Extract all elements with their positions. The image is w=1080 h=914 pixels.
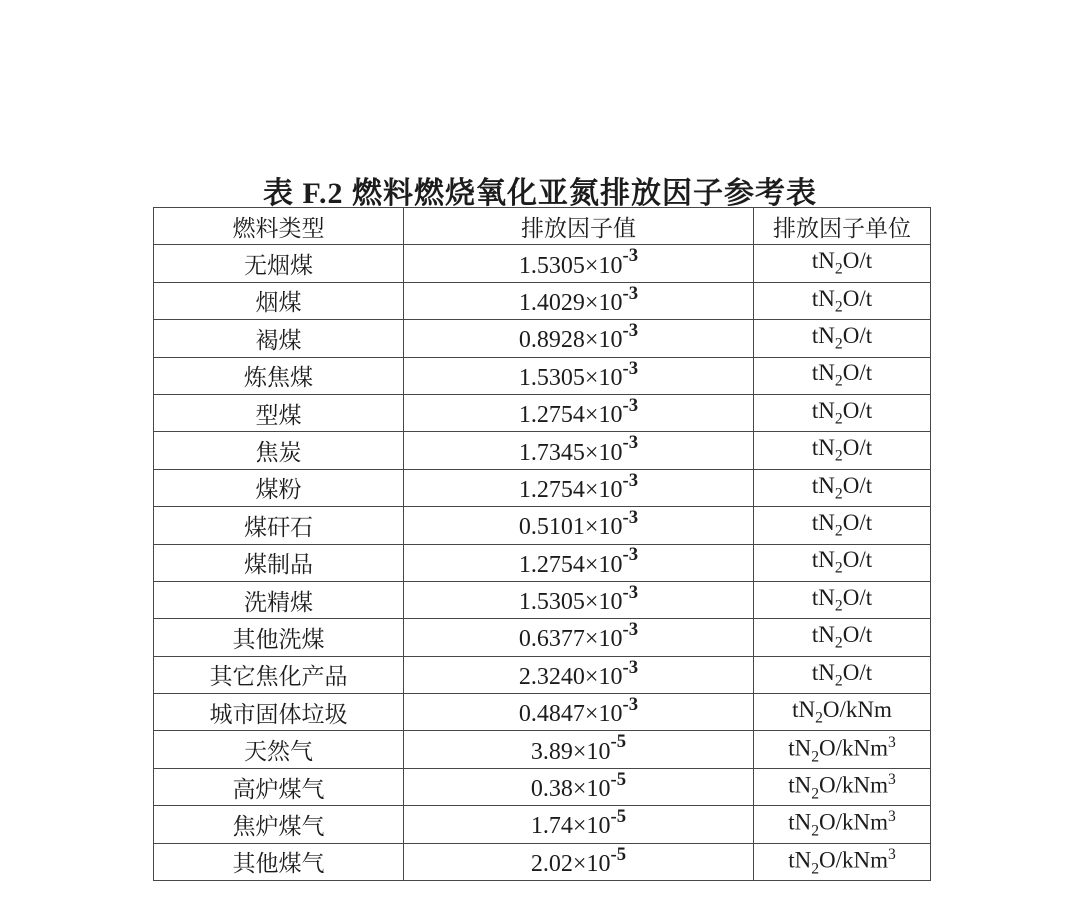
- emission-factor-unit-cell: $tN_2O/t$: [754, 656, 931, 693]
- fuel-type-cell: 天然气: [154, 731, 404, 768]
- fuel-type-cell: 烟煤: [154, 282, 404, 319]
- emission-factor-value-cell: $1.5305\times 10^{-3}$: [404, 357, 754, 394]
- table-row: [154, 806, 931, 843]
- value-exponent: -3: [622, 544, 639, 566]
- emission-factor-value-cell: $0.4847\times 10^{-3}$: [404, 694, 754, 731]
- fuel-type-cell: 褐煤: [154, 320, 404, 357]
- emission-factor-value-cell: $1.2754\times 10^{-3}$: [404, 544, 754, 581]
- value-exponent: -5: [610, 768, 627, 790]
- emission-factor-value-cell: $1.7345\times 10^{-3}$: [404, 432, 754, 469]
- emission-factor-unit-cell: $tN_2O/t$: [754, 432, 931, 469]
- value-exponent: -3: [622, 469, 639, 491]
- table-header-row: [154, 208, 931, 245]
- unit-subscript: 2: [834, 447, 843, 465]
- emission-factor-unit-cell: $tN_2O/t$: [754, 282, 931, 319]
- table-row: [154, 320, 931, 357]
- emission-factor-unit-cell: $tN_2O/kNm^3$: [754, 806, 931, 843]
- unit-subscript: 2: [811, 822, 819, 840]
- unit-subscript: 2: [811, 859, 819, 877]
- unit-subscript: 2: [834, 335, 843, 353]
- table-row: [154, 731, 931, 768]
- emission-factor-unit-cell: $tN_2O/t$: [754, 581, 931, 618]
- emission-factor-value-cell: $3.89\times 10^{-5}$: [404, 731, 754, 768]
- unit-subscript: 2: [834, 634, 843, 652]
- fuel-type-cell: 其它焦化产品: [154, 656, 404, 693]
- unit-subscript: 2: [834, 410, 843, 428]
- emission-factor-value-cell: $1.5305\times 10^{-3}$: [404, 581, 754, 618]
- fuel-type-cell: 煤制品: [154, 544, 404, 581]
- table-row: [154, 581, 931, 618]
- fuel-type-cell: 无烟煤: [154, 245, 404, 282]
- fuel-type-cell: 煤粉: [154, 469, 404, 506]
- table-row: [154, 432, 931, 469]
- emission-factor-unit-cell: $tN_2O/t$: [754, 320, 931, 357]
- unit-subscript: 2: [815, 709, 823, 727]
- emission-factor-unit-cell: $tN_2O/t$: [754, 245, 931, 282]
- unit-subscript: 2: [834, 672, 843, 690]
- table-row: [154, 544, 931, 581]
- table-row: [154, 694, 931, 731]
- value-exponent: -3: [622, 432, 639, 454]
- value-exponent: -3: [622, 320, 639, 342]
- value-exponent: -3: [622, 245, 639, 267]
- table-row: [154, 282, 931, 319]
- emission-factor-unit-cell: $tN_2O/t$: [754, 469, 931, 506]
- value-exponent: -3: [622, 581, 639, 603]
- table-row: [154, 394, 931, 431]
- table-title: 表 F.2 燃料燃烧氧化亚氮排放因子参考表: [262, 177, 818, 210]
- unit-subscript: 2: [834, 560, 843, 577]
- table-row: [154, 619, 931, 656]
- emission-factor-unit-cell: $tN_2O/kNm^3$: [754, 768, 931, 805]
- emission-factor-table: [153, 207, 931, 881]
- table-row: [154, 843, 931, 880]
- emission-factor-value-cell: $1.2754\times 10^{-3}$: [404, 394, 754, 431]
- emission-factor-value-cell: $0.8928\times 10^{-3}$: [404, 320, 754, 357]
- table-row: [154, 245, 931, 282]
- unit-superscript: 3: [888, 770, 896, 788]
- table-row: [154, 357, 931, 394]
- table-row: [154, 656, 931, 693]
- unit-subscript: 2: [811, 747, 819, 765]
- fuel-type-cell: 煤矸石: [154, 507, 404, 544]
- fuel-type-cell: 其他煤气: [154, 843, 404, 880]
- table-row: [154, 768, 931, 805]
- fuel-type-cell: 其他洗煤: [154, 619, 404, 656]
- fuel-type-cell: 焦炭: [154, 432, 404, 469]
- fuel-type-cell: 城市固体垃圾: [154, 694, 404, 731]
- unit-subscript: 2: [811, 785, 819, 803]
- emission-factor-value-cell: $1.4029\times 10^{-3}$: [404, 282, 754, 319]
- table-body: [154, 245, 931, 881]
- unit-subscript: 2: [834, 298, 843, 316]
- emission-factor-unit-cell: $tN_2O/kNm^3$: [754, 731, 931, 768]
- unit-subscript: 2: [834, 485, 843, 503]
- unit-superscript: 3: [888, 808, 896, 826]
- unit-subscript: 2: [834, 373, 843, 391]
- unit-subscript: 2: [834, 522, 843, 540]
- fuel-type-cell: 炼焦煤: [154, 357, 404, 394]
- fuel-type-cell: 焦炉煤气: [154, 806, 404, 843]
- emission-factor-value-cell: $2.3240\times 10^{-3}$: [404, 656, 754, 693]
- unit-subscript: 2: [834, 260, 843, 278]
- emission-factor-unit-cell: $tN_2O/t$: [754, 357, 931, 394]
- value-exponent: -3: [622, 282, 639, 304]
- emission-factor-unit-cell: $tN_2O/t$: [754, 507, 931, 544]
- emission-factor-unit-cell: $tN_2O/kNm^3$: [754, 843, 931, 880]
- value-exponent: -3: [622, 619, 639, 641]
- value-exponent: -3: [622, 357, 639, 379]
- fuel-type-cell: 型煤: [154, 394, 404, 431]
- emission-factor-value-cell: $2.02\times 10^{-5}$: [404, 843, 754, 880]
- emission-factor-value-cell: $1.2754\times 10^{-3}$: [404, 469, 754, 506]
- unit-subscript: 2: [834, 597, 843, 615]
- value-exponent: -5: [610, 806, 627, 828]
- table-container: [153, 207, 930, 881]
- emission-factor-unit-cell: $tN_2O$/kNm: [754, 694, 931, 731]
- fuel-type-cell: 高炉煤气: [154, 768, 404, 805]
- header-fuel-type: 燃料类型: [154, 208, 404, 245]
- emission-factor-unit-cell: $tN_2O/t$: [754, 394, 931, 431]
- value-exponent: -3: [622, 656, 639, 678]
- table-row: [154, 469, 931, 506]
- emission-factor-unit-cell: $tN_2O/t$: [754, 619, 931, 656]
- emission-factor-value-cell: $0.5101\times 10^{-3}$: [404, 507, 754, 544]
- table-row: [154, 507, 931, 544]
- emission-factor-value-cell: $0.38\times 10^{-5}$: [404, 768, 754, 805]
- emission-factor-unit-cell: $tN_2O/t$: [754, 544, 931, 581]
- value-exponent: -3: [622, 694, 639, 716]
- emission-factor-value-cell: $0.6377\times 10^{-3}$: [404, 619, 754, 656]
- value-exponent: -3: [622, 507, 639, 529]
- value-exponent: -5: [610, 731, 627, 753]
- value-exponent: -3: [622, 394, 639, 416]
- value-exponent: -5: [610, 843, 627, 865]
- header-emission-factor-value: 排放因子值: [404, 208, 754, 245]
- header-emission-factor-unit: 排放因子单位: [754, 208, 931, 245]
- unit-superscript: 3: [888, 845, 896, 863]
- unit-superscript: 3: [888, 733, 896, 751]
- fuel-type-cell: 洗精煤: [154, 581, 404, 618]
- emission-factor-value-cell: $1.5305\times 10^{-3}$: [404, 245, 754, 282]
- emission-factor-value-cell: $1.74\times 10^{-5}$: [404, 806, 754, 843]
